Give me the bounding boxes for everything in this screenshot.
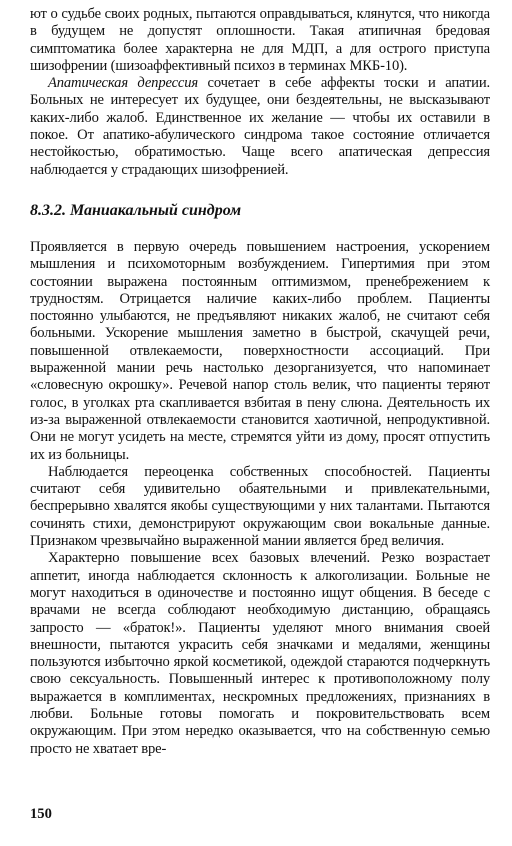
apathetic-depression-text: сочетает в себе аффекты тоски и апатии. Больных не интересует их будущее, они бездеятельны, не высказывают каких-либо жалоб. Единственное их желание — чтобы их оставили в покое. От апатико-абулического синдрома такое состояние отличается нестойкостью, обратимостью. Чаще всего апатическая депрессия наблюдается у страдающих шизофренией. [30, 75, 490, 178]
paragraph-drives: Характерно повышение всех базовых влечений. Резко возрастает аппетит, иногда наблюдается склонность к алкоголизации. Больные не могут находиться в одиночестве и постоянно ищут общения. В беседе с врачами не всегда соблюдают необходимую дистанцию, обращаясь запросто — «браток!». Пациенты уделяют много внимания своей внешности, пытаются украсить себя значками и медалями, женщины пользуются избыточно яркой косметикой, одеждой стараются подчеркнуть свою сексуальность. Повышенный интерес к противоположному полу выражается в комплиментах, нескромных предложениях, признаниях в любви. Больные готовы помогать и покровительствовать всем окружающим. При этом нередко оказывается, что на собственную семью просто не хватает вре- [30, 550, 490, 757]
paragraph-continuation: ют о судьбе своих родных, пытаются оправдываться, клянутся, что никогда в будущем не допустят оплошности. Такая атипичная бредовая симптоматика более характерна не для МДП, а для острого приступа шизофрении (шизоаффективный психоз в терминах МКБ-10). [30, 6, 490, 74]
book-page [30, 6, 490, 758]
paragraph-overestimation: Наблюдается переоценка собственных способностей. Пациенты считают себя удивительно обаятельными и привлекательными, беспрерывно хвалятся якобы существующими у них талантами. Пытаются сочинять стихи, демонстрируют окружающим свои вокальные данные. Признаком чрезвычайно выраженной мании является бред величия. [30, 463, 490, 550]
term-apathetic-depression: Апатическая депрессия [48, 75, 199, 92]
paragraph-manic-overview: Проявляется в первую очередь повышением настроения, ускорением мышления и психомоторным возбуждением. Гипертимия при этом состоянии выражена постоянным оптимизмом, пренебрежением к трудностям. Отрицается наличие каких-либо проблем. Пациенты постоянно улыбаются, не предъявляют никаких жалоб, не считают себя больными. Ускорение мышления заметно в быстрой, скачущей речи, повышенной отвлекаемости, поверхностности ассоциаций. При выраженной мании речь настолько дезорганизуется, что напоминает «словесную окрошку». Речевой напор столь велик, что пациенты теряют голос, в уголках рта скапливается взбитая в пену слюна. Деятельность их из-за выраженной отвлекаемости становится хаотичной, непродуктивной. Они не могут усидеть на месте, стремятся уйти из дому, просят отпустить их из больницы. [30, 238, 490, 463]
paragraph-apathetic-depression [30, 75, 490, 179]
section-heading: 8.3.2. Маниакальный синдром [30, 201, 242, 219]
page-number: 150 [30, 806, 52, 822]
